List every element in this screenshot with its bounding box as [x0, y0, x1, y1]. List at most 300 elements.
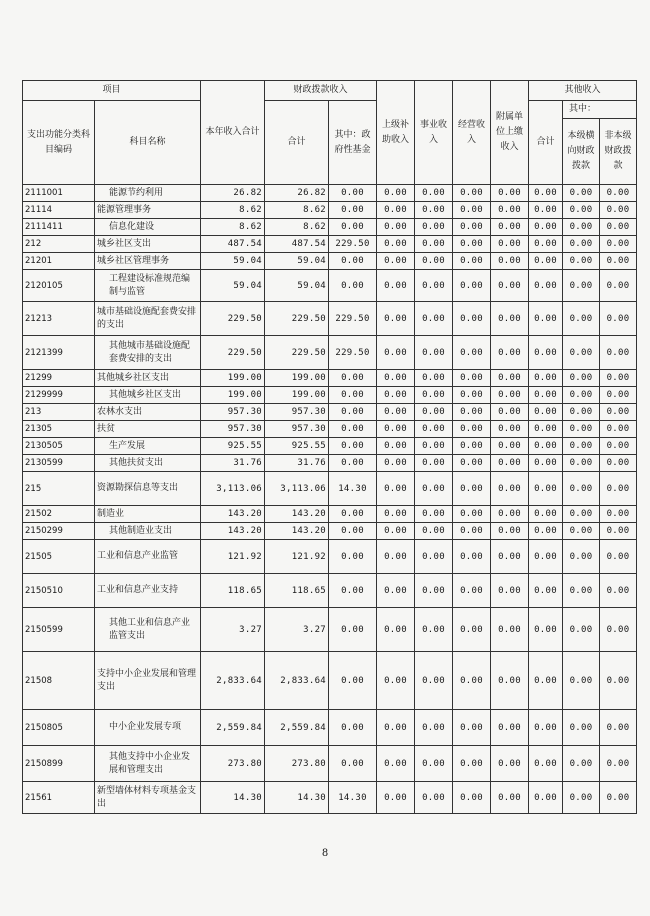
cell-oth: 0.00 — [529, 506, 563, 523]
cell-hor: 0.00 — [563, 421, 600, 438]
row-name: 其他制造业支出 — [95, 523, 201, 540]
cell-hor: 0.00 — [563, 404, 600, 421]
cell-total: 59.04 — [201, 253, 265, 270]
cell-hor: 0.00 — [563, 472, 600, 506]
table-row — [23, 270, 637, 302]
cell-sup: 0.00 — [377, 270, 415, 302]
cell-aff: 0.00 — [491, 472, 529, 506]
row-code: 21201 — [23, 253, 95, 270]
row-code: 21299 — [23, 370, 95, 387]
cell-op: 0.00 — [453, 185, 491, 202]
cell-oth: 0.00 — [529, 302, 563, 336]
cell-op: 0.00 — [453, 270, 491, 302]
row-code: 2150299 — [23, 523, 95, 540]
cell-fund: 0.00 — [329, 219, 377, 236]
cell-fiscal: 957.30 — [265, 421, 329, 438]
cell-fiscal: 273.80 — [265, 746, 329, 782]
cell-hor: 0.00 — [563, 523, 600, 540]
table-row — [23, 782, 637, 814]
cell-fund: 0.00 — [329, 652, 377, 710]
cell-non: 0.00 — [600, 202, 637, 219]
cell-fiscal: 199.00 — [265, 370, 329, 387]
cell-hor: 0.00 — [563, 336, 600, 370]
cell-oth: 0.00 — [529, 202, 563, 219]
cell-fund: 0.00 — [329, 185, 377, 202]
cell-op: 0.00 — [453, 202, 491, 219]
row-code: 2111411 — [23, 219, 95, 236]
table-row — [23, 404, 637, 421]
cell-biz: 0.00 — [415, 574, 453, 608]
cell-biz: 0.00 — [415, 506, 453, 523]
cell-oth: 0.00 — [529, 438, 563, 455]
cell-oth: 0.00 — [529, 540, 563, 574]
cell-biz: 0.00 — [415, 219, 453, 236]
cell-fiscal: 8.62 — [265, 202, 329, 219]
header-total-income: 本年收入合计 — [201, 81, 265, 185]
cell-op: 0.00 — [453, 253, 491, 270]
cell-sup: 0.00 — [377, 523, 415, 540]
cell-non: 0.00 — [600, 746, 637, 782]
cell-hor: 0.00 — [563, 506, 600, 523]
cell-hor: 0.00 — [563, 438, 600, 455]
cell-op: 0.00 — [453, 746, 491, 782]
cell-total: 229.50 — [201, 336, 265, 370]
cell-hor: 0.00 — [563, 270, 600, 302]
cell-non: 0.00 — [600, 438, 637, 455]
table-row — [23, 219, 637, 236]
cell-fiscal: 59.04 — [265, 253, 329, 270]
cell-fund: 14.30 — [329, 782, 377, 814]
cell-oth: 0.00 — [529, 185, 563, 202]
cell-fund: 0.00 — [329, 455, 377, 472]
row-name: 工业和信息产业监管 — [95, 540, 201, 574]
cell-op: 0.00 — [453, 455, 491, 472]
cell-aff: 0.00 — [491, 202, 529, 219]
row-code: 21561 — [23, 782, 95, 814]
cell-non: 0.00 — [600, 455, 637, 472]
cell-sup: 0.00 — [377, 746, 415, 782]
cell-oth: 0.00 — [529, 387, 563, 404]
cell-fund: 229.50 — [329, 302, 377, 336]
cell-op: 0.00 — [453, 302, 491, 336]
row-name: 制造业 — [95, 506, 201, 523]
cell-biz: 0.00 — [415, 404, 453, 421]
cell-non: 0.00 — [600, 253, 637, 270]
cell-total: 26.82 — [201, 185, 265, 202]
cell-biz: 0.00 — [415, 253, 453, 270]
cell-fiscal: 143.20 — [265, 523, 329, 540]
cell-oth: 0.00 — [529, 652, 563, 710]
cell-fiscal: 3,113.06 — [265, 472, 329, 506]
cell-fund: 0.00 — [329, 253, 377, 270]
cell-hor: 0.00 — [563, 253, 600, 270]
cell-fiscal: 3.27 — [265, 608, 329, 652]
cell-oth: 0.00 — [529, 219, 563, 236]
row-name: 其他城乡社区支出 — [95, 387, 201, 404]
cell-biz: 0.00 — [415, 540, 453, 574]
cell-non: 0.00 — [600, 523, 637, 540]
cell-op: 0.00 — [453, 523, 491, 540]
cell-total: 31.76 — [201, 455, 265, 472]
table-row — [23, 710, 637, 746]
cell-aff: 0.00 — [491, 710, 529, 746]
cell-sup: 0.00 — [377, 336, 415, 370]
cell-sup: 0.00 — [377, 370, 415, 387]
cell-sup: 0.00 — [377, 652, 415, 710]
cell-biz: 0.00 — [415, 270, 453, 302]
header-project: 项目 — [23, 81, 201, 101]
cell-op: 0.00 — [453, 574, 491, 608]
cell-op: 0.00 — [453, 387, 491, 404]
cell-op: 0.00 — [453, 782, 491, 814]
cell-op: 0.00 — [453, 472, 491, 506]
cell-oth: 0.00 — [529, 746, 563, 782]
cell-aff: 0.00 — [491, 540, 529, 574]
cell-total: 957.30 — [201, 421, 265, 438]
cell-non: 0.00 — [600, 336, 637, 370]
cell-hor: 0.00 — [563, 540, 600, 574]
header-other: 其他收入 — [529, 81, 637, 101]
header-fiscal: 财政拨款收入 — [265, 81, 377, 101]
row-name: 城乡社区支出 — [95, 236, 201, 253]
row-name: 其他城市基础设施配套费安排的支出 — [95, 336, 201, 370]
table-body — [23, 185, 637, 814]
cell-op: 0.00 — [453, 652, 491, 710]
row-code: 2150805 — [23, 710, 95, 746]
cell-aff: 0.00 — [491, 404, 529, 421]
cell-hor: 0.00 — [563, 219, 600, 236]
table-row — [23, 302, 637, 336]
cell-non: 0.00 — [600, 387, 637, 404]
cell-fiscal: 2,833.64 — [265, 652, 329, 710]
cell-non: 0.00 — [600, 370, 637, 387]
table-row — [23, 472, 637, 506]
cell-hor: 0.00 — [563, 302, 600, 336]
cell-sup: 0.00 — [377, 202, 415, 219]
row-code: 2121399 — [23, 336, 95, 370]
row-code: 215 — [23, 472, 95, 506]
cell-total: 143.20 — [201, 506, 265, 523]
cell-fund: 0.00 — [329, 506, 377, 523]
cell-total: 199.00 — [201, 370, 265, 387]
cell-oth: 0.00 — [529, 336, 563, 370]
row-code: 21502 — [23, 506, 95, 523]
header-fiscal-total: 合计 — [265, 101, 329, 185]
cell-fund: 0.00 — [329, 404, 377, 421]
cell-sup: 0.00 — [377, 574, 415, 608]
cell-op: 0.00 — [453, 710, 491, 746]
cell-sup: 0.00 — [377, 472, 415, 506]
cell-biz: 0.00 — [415, 455, 453, 472]
row-name: 能源节约利用 — [95, 185, 201, 202]
cell-total: 2,833.64 — [201, 652, 265, 710]
cell-biz: 0.00 — [415, 652, 453, 710]
cell-fund: 229.50 — [329, 236, 377, 253]
table-row — [23, 253, 637, 270]
cell-total: 143.20 — [201, 523, 265, 540]
header-operating: 经营收入 — [453, 81, 491, 185]
row-name: 中小企业发展专项 — [95, 710, 201, 746]
cell-aff: 0.00 — [491, 370, 529, 387]
cell-hor: 0.00 — [563, 185, 600, 202]
cell-non: 0.00 — [600, 608, 637, 652]
cell-hor: 0.00 — [563, 574, 600, 608]
cell-sup: 0.00 — [377, 438, 415, 455]
row-code: 21505 — [23, 540, 95, 574]
cell-non: 0.00 — [600, 710, 637, 746]
cell-oth: 0.00 — [529, 608, 563, 652]
cell-biz: 0.00 — [415, 370, 453, 387]
cell-sup: 0.00 — [377, 219, 415, 236]
cell-op: 0.00 — [453, 438, 491, 455]
row-name: 其他支持中小企业发展和管理支出 — [95, 746, 201, 782]
cell-fiscal: 199.00 — [265, 387, 329, 404]
cell-fund: 0.00 — [329, 710, 377, 746]
header-superior: 上级补助收入 — [377, 81, 415, 185]
header-other-total: 合计 — [529, 101, 563, 185]
table-row — [23, 202, 637, 219]
cell-fiscal: 957.30 — [265, 404, 329, 421]
cell-biz: 0.00 — [415, 523, 453, 540]
header-other-horizontal: 本级横向财政拨款 — [563, 119, 600, 185]
cell-aff: 0.00 — [491, 455, 529, 472]
cell-aff: 0.00 — [491, 523, 529, 540]
cell-biz: 0.00 — [415, 782, 453, 814]
cell-oth: 0.00 — [529, 782, 563, 814]
cell-total: 8.62 — [201, 202, 265, 219]
cell-biz: 0.00 — [415, 202, 453, 219]
cell-aff: 0.00 — [491, 421, 529, 438]
cell-oth: 0.00 — [529, 370, 563, 387]
cell-op: 0.00 — [453, 336, 491, 370]
cell-sup: 0.00 — [377, 302, 415, 336]
cell-oth: 0.00 — [529, 455, 563, 472]
table-row — [23, 336, 637, 370]
row-name: 其他城乡社区支出 — [95, 370, 201, 387]
cell-sup: 0.00 — [377, 236, 415, 253]
row-code: 21213 — [23, 302, 95, 336]
cell-total: 925.55 — [201, 438, 265, 455]
cell-oth: 0.00 — [529, 574, 563, 608]
cell-aff: 0.00 — [491, 302, 529, 336]
cell-aff: 0.00 — [491, 270, 529, 302]
cell-hor: 0.00 — [563, 370, 600, 387]
table-row — [23, 574, 637, 608]
cell-sup: 0.00 — [377, 710, 415, 746]
cell-fiscal: 229.50 — [265, 302, 329, 336]
cell-hor: 0.00 — [563, 746, 600, 782]
cell-non: 0.00 — [600, 404, 637, 421]
cell-hor: 0.00 — [563, 608, 600, 652]
cell-sup: 0.00 — [377, 253, 415, 270]
cell-biz: 0.00 — [415, 185, 453, 202]
cell-fiscal: 8.62 — [265, 219, 329, 236]
row-code: 21508 — [23, 652, 95, 710]
cell-biz: 0.00 — [415, 746, 453, 782]
cell-fiscal: 59.04 — [265, 270, 329, 302]
header-affiliated: 附属单位上缴收入 — [491, 81, 529, 185]
cell-non: 0.00 — [600, 219, 637, 236]
row-name: 资源勘探信息等支出 — [95, 472, 201, 506]
cell-op: 0.00 — [453, 421, 491, 438]
row-code: 2111001 — [23, 185, 95, 202]
cell-fiscal: 14.30 — [265, 782, 329, 814]
row-code: 2129999 — [23, 387, 95, 404]
cell-oth: 0.00 — [529, 404, 563, 421]
row-code: 2150899 — [23, 746, 95, 782]
cell-hor: 0.00 — [563, 387, 600, 404]
cell-total: 3.27 — [201, 608, 265, 652]
row-name: 能源管理事务 — [95, 202, 201, 219]
cell-oth: 0.00 — [529, 270, 563, 302]
cell-non: 0.00 — [600, 540, 637, 574]
cell-total: 229.50 — [201, 302, 265, 336]
row-code: 2120105 — [23, 270, 95, 302]
cell-biz: 0.00 — [415, 710, 453, 746]
cell-op: 0.00 — [453, 404, 491, 421]
cell-total: 273.80 — [201, 746, 265, 782]
cell-fund: 0.00 — [329, 421, 377, 438]
row-name: 农林水支出 — [95, 404, 201, 421]
cell-non: 0.00 — [600, 185, 637, 202]
cell-fiscal: 118.65 — [265, 574, 329, 608]
row-code: 213 — [23, 404, 95, 421]
cell-sup: 0.00 — [377, 506, 415, 523]
cell-sup: 0.00 — [377, 608, 415, 652]
row-name: 支持中小企业发展和管理支出 — [95, 652, 201, 710]
row-code: 2150599 — [23, 608, 95, 652]
cell-fund: 0.00 — [329, 438, 377, 455]
cell-fund: 0.00 — [329, 574, 377, 608]
cell-aff: 0.00 — [491, 253, 529, 270]
cell-biz: 0.00 — [415, 438, 453, 455]
cell-non: 0.00 — [600, 652, 637, 710]
cell-aff: 0.00 — [491, 746, 529, 782]
cell-aff: 0.00 — [491, 574, 529, 608]
table-row — [23, 455, 637, 472]
table-row — [23, 540, 637, 574]
cell-sup: 0.00 — [377, 455, 415, 472]
row-name: 其他工业和信息产业监管支出 — [95, 608, 201, 652]
cell-non: 0.00 — [600, 472, 637, 506]
cell-non: 0.00 — [600, 270, 637, 302]
table-row — [23, 523, 637, 540]
cell-op: 0.00 — [453, 219, 491, 236]
cell-op: 0.00 — [453, 506, 491, 523]
row-name: 新型墙体材料专项基金支出 — [95, 782, 201, 814]
cell-fund: 0.00 — [329, 202, 377, 219]
cell-oth: 0.00 — [529, 236, 563, 253]
row-code: 212 — [23, 236, 95, 253]
header-business: 事业收入 — [415, 81, 453, 185]
cell-oth: 0.00 — [529, 710, 563, 746]
row-name: 其他扶贫支出 — [95, 455, 201, 472]
cell-sup: 0.00 — [377, 540, 415, 574]
table-row — [23, 236, 637, 253]
cell-aff: 0.00 — [491, 782, 529, 814]
cell-fiscal: 229.50 — [265, 336, 329, 370]
row-name: 工业和信息产业支持 — [95, 574, 201, 608]
row-name: 信息化建设 — [95, 219, 201, 236]
cell-hor: 0.00 — [563, 782, 600, 814]
table-row — [23, 185, 637, 202]
header-name: 科目名称 — [95, 101, 201, 185]
cell-aff: 0.00 — [491, 506, 529, 523]
cell-non: 0.00 — [600, 782, 637, 814]
cell-aff: 0.00 — [491, 438, 529, 455]
cell-hor: 0.00 — [563, 236, 600, 253]
cell-aff: 0.00 — [491, 608, 529, 652]
table-row — [23, 652, 637, 710]
income-budget-table — [22, 80, 637, 814]
cell-total: 199.00 — [201, 387, 265, 404]
cell-fiscal: 2,559.84 — [265, 710, 329, 746]
cell-aff: 0.00 — [491, 336, 529, 370]
cell-total: 121.92 — [201, 540, 265, 574]
row-name: 工程建设标准规范编制与监管 — [95, 270, 201, 302]
cell-fiscal: 31.76 — [265, 455, 329, 472]
cell-oth: 0.00 — [529, 472, 563, 506]
cell-fund: 0.00 — [329, 270, 377, 302]
cell-op: 0.00 — [453, 540, 491, 574]
row-code: 2150510 — [23, 574, 95, 608]
table-row — [23, 746, 637, 782]
cell-sup: 0.00 — [377, 782, 415, 814]
cell-non: 0.00 — [600, 506, 637, 523]
cell-total: 3,113.06 — [201, 472, 265, 506]
cell-fund: 0.00 — [329, 540, 377, 574]
cell-sup: 0.00 — [377, 387, 415, 404]
cell-fund: 0.00 — [329, 387, 377, 404]
cell-total: 118.65 — [201, 574, 265, 608]
cell-non: 0.00 — [600, 574, 637, 608]
cell-fiscal: 121.92 — [265, 540, 329, 574]
cell-hor: 0.00 — [563, 710, 600, 746]
header-other-nonfiscal: 非本级财政拨款 — [600, 119, 637, 185]
row-code: 21305 — [23, 421, 95, 438]
cell-fiscal: 26.82 — [265, 185, 329, 202]
cell-sup: 0.00 — [377, 421, 415, 438]
header-code: 支出功能分类科目编码 — [23, 101, 95, 185]
cell-non: 0.00 — [600, 302, 637, 336]
cell-aff: 0.00 — [491, 236, 529, 253]
cell-fiscal: 925.55 — [265, 438, 329, 455]
cell-biz: 0.00 — [415, 387, 453, 404]
table-row — [23, 438, 637, 455]
cell-total: 2,559.84 — [201, 710, 265, 746]
cell-biz: 0.00 — [415, 421, 453, 438]
cell-biz: 0.00 — [415, 608, 453, 652]
table-row — [23, 370, 637, 387]
cell-hor: 0.00 — [563, 202, 600, 219]
cell-total: 14.30 — [201, 782, 265, 814]
table-row — [23, 421, 637, 438]
cell-biz: 0.00 — [415, 302, 453, 336]
row-code: 2130505 — [23, 438, 95, 455]
cell-fiscal: 143.20 — [265, 506, 329, 523]
cell-biz: 0.00 — [415, 336, 453, 370]
table-row — [23, 608, 637, 652]
row-name: 扶贫 — [95, 421, 201, 438]
cell-sup: 0.00 — [377, 185, 415, 202]
cell-op: 0.00 — [453, 608, 491, 652]
cell-aff: 0.00 — [491, 387, 529, 404]
cell-aff: 0.00 — [491, 185, 529, 202]
cell-aff: 0.00 — [491, 219, 529, 236]
cell-fiscal: 487.54 — [265, 236, 329, 253]
row-code: 2130599 — [23, 455, 95, 472]
cell-oth: 0.00 — [529, 253, 563, 270]
